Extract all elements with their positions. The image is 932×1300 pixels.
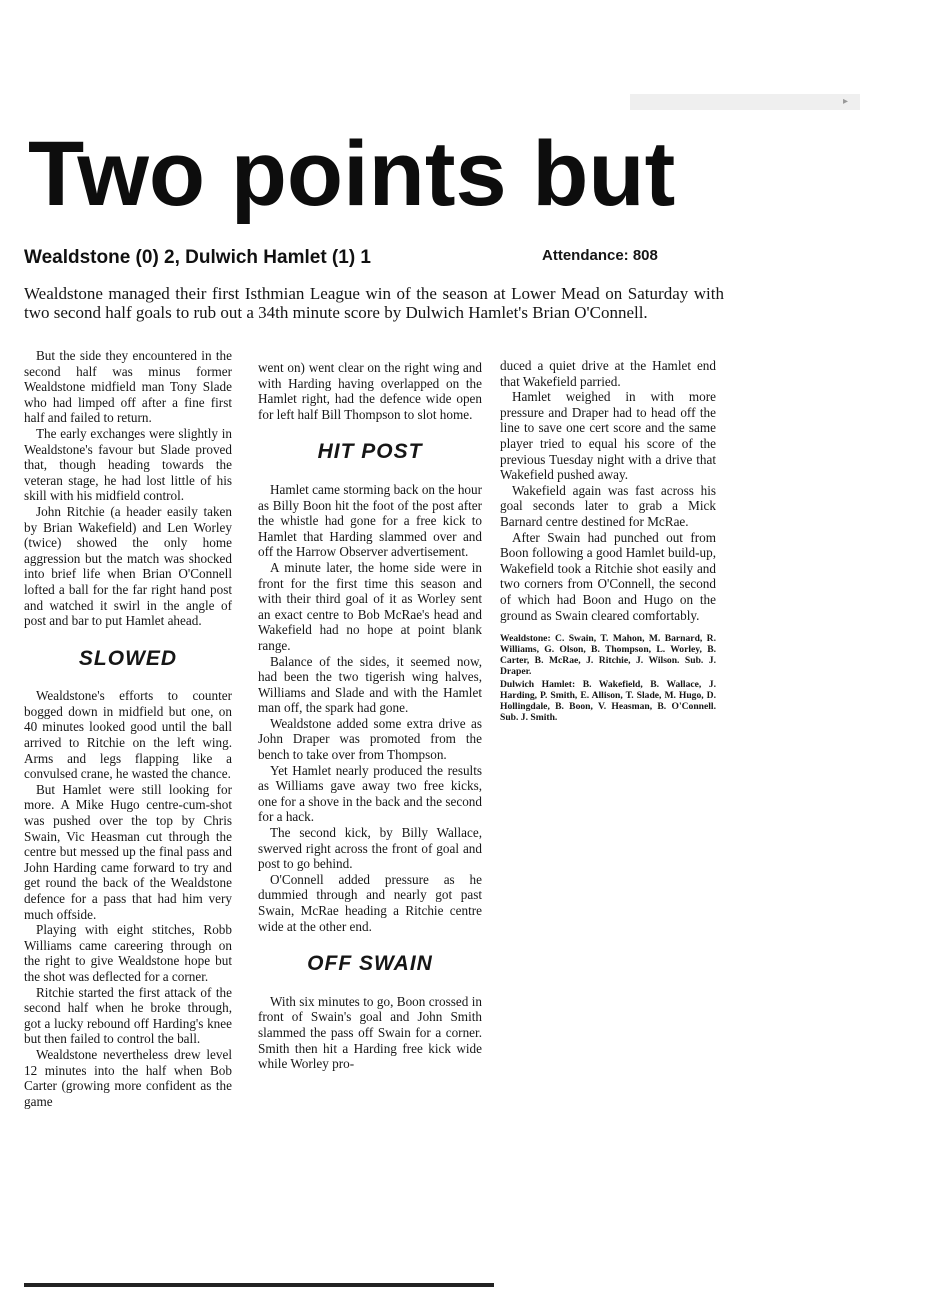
paragraph: duced a quiet drive at the Hamlet end that Wakefield parried. (500, 358, 716, 389)
column-1 (24, 348, 232, 1109)
headline: Two points but (28, 123, 676, 225)
score-line: Wealdstone (0) 2, Dulwich Hamlet (1) 1 (24, 247, 372, 268)
column-3 (500, 358, 716, 723)
paragraph: O'Connell added pressure as he dummied through and nearly got past Swain, McRae heading a Ritchie centre wide at the other end. (258, 871, 482, 934)
paragraph: Wealdstone added some extra drive as John Draper was promoted from the bench to take over from Thompson. (258, 715, 482, 763)
crosshead-hit-post: HIT POST (317, 440, 423, 464)
paragraph: After Swain had punched out from Boon following a good Hamlet build-up, Wakefield took a Ritchie shot easily and two corners from O'Connell, the second of which had Boon and Hugo on the ground as Swain cleared comfortably. (500, 529, 716, 623)
crosshead-off-swain: OFF SWAIN (307, 952, 433, 976)
paragraph: The early exchanges were slightly in Wealdstone's favour but Slade proved that, though heading towards the veteran stage, he had lost little of his skill with his midfield control. (24, 425, 232, 504)
bottom-rule (24, 1283, 494, 1287)
paragraph: Yet Hamlet nearly produced the results as Williams gave away two free kicks, one for a shove in the back and the second for a hack. (258, 762, 482, 825)
paragraph: Balance of the sides, it seemed now, had been the two tigerish wing halves, Williams and Slade and with the Hamlet man off, the spark had gone. (258, 653, 482, 716)
paragraph: But Hamlet were still looking for more. A Mike Hugo centre-cum-shot was pushed over the top by Chris Swain, Vic Heasman cut through the centre but messed up the final pass and John Harding came forward to try and get round the back of the Wealdstone defence for a pass that had him very much offside. (24, 781, 232, 922)
team-players: B. Wakefield, B. Wallace, J. Harding, P. Smith, E. Allison, T. Slade, M. Hugo, D. Hollingdale, B. Boon, V. Heasman, B. O'Connell. Sub. J. Smith. (500, 679, 716, 724)
column-2 (258, 360, 482, 1072)
crosshead-slowed: SLOWED (78, 646, 178, 670)
paragraph: Hamlet came storming back on the hour as Billy Boon hit the foot of the post after the whistle had gone for a free kick to Hamlet that Harding slammed over and off the Harrow Observer advertisement. (258, 481, 482, 560)
team-lineup-dulwich (500, 679, 716, 723)
paragraph: But the side they encountered in the second half was minus former Wealdstone midfield man Tony Slade who had limped off after a fine first half and failed to return. (24, 348, 232, 426)
paragraph: With six minutes to go, Boon crossed in front of Swain's goal and John Smith slammed the pass off Swain for a corner. Smith then hit a Harding free kick wide while Worley pro- (258, 993, 482, 1072)
paragraph: John Ritchie (a header easily taken by Brian Wakefield) and Len Worley (twice) showed the only home aggression but the match was shocked into brief life when Brian O'Connell lofted a ball for the far right hand post and watched it swirl in the angle of post and bar to put Hamlet ahead. (24, 503, 232, 629)
paragraph: Wealdstone nevertheless drew level 12 minutes into the half when Bob Carter (growing more confident as the game (24, 1046, 232, 1109)
paragraph: Hamlet weighed in with more pressure and Draper had to head off the line to save one cert score and the same player tried to equal his score of the previous Tuesday night with a drive that Wakefield pushed away. (500, 389, 716, 483)
intro-paragraph: Wealdstone managed their first Isthmian League win of the season at Lower Mead on Saturday with two second half goals to rub out a 34th minute score by Dulwich Hamlet's Brian O'Connell. (24, 284, 724, 322)
attendance: Attendance: 808 (542, 247, 658, 264)
paragraph: Playing with eight stitches, Robb Williams came careering through on the right to give Wealdstone hope but the shot was deflected for a corner. (24, 922, 232, 984)
paragraph: Wakefield again was fast across his goal seconds later to grab a Mick Barnard centre destined for McRae. (500, 482, 716, 529)
team-lineup-wealdstone (500, 633, 716, 677)
paragraph: Wealdstone's efforts to counter bogged down in midfield but one, on 40 minutes looked good until the ball arrived to Ritchie on the left wing. Arms and legs flapping like a convulsed crane, he wasted the chance. (24, 688, 232, 782)
team-label: Dulwich Hamlet: (500, 679, 576, 691)
scroll-arrow-icon: ▸ (843, 96, 849, 107)
paragraph: The second kick, by Billy Wallace, swerved right across the front of goal and post to go behind. (258, 825, 482, 872)
team-label: Wealdstone: (500, 633, 551, 645)
team-players: C. Swain, T. Mahon, M. Barnard, R. Williams, G. Olson, B. Thompson, L. Worley, B. Carter, B. McRae, J. Ritchie, J. Wilson. Sub. J. Draper. (500, 633, 716, 678)
paragraph: went on) went clear on the right wing and with Harding having overlapped on the Hamlet right, had the defence wide open for left half Bill Thompson to slot home. (258, 360, 482, 422)
paragraph: A minute later, the home side were in front for the first time this season and with their third goal of it as Worley sent an exact centre to Bob McRae's head and Wakefield had no hope at point blank range. (258, 559, 482, 653)
paragraph: Ritchie started the first attack of the second half when he broke through, got a lucky rebound off Harding's knee but then failed to control the ball. (24, 984, 232, 1047)
